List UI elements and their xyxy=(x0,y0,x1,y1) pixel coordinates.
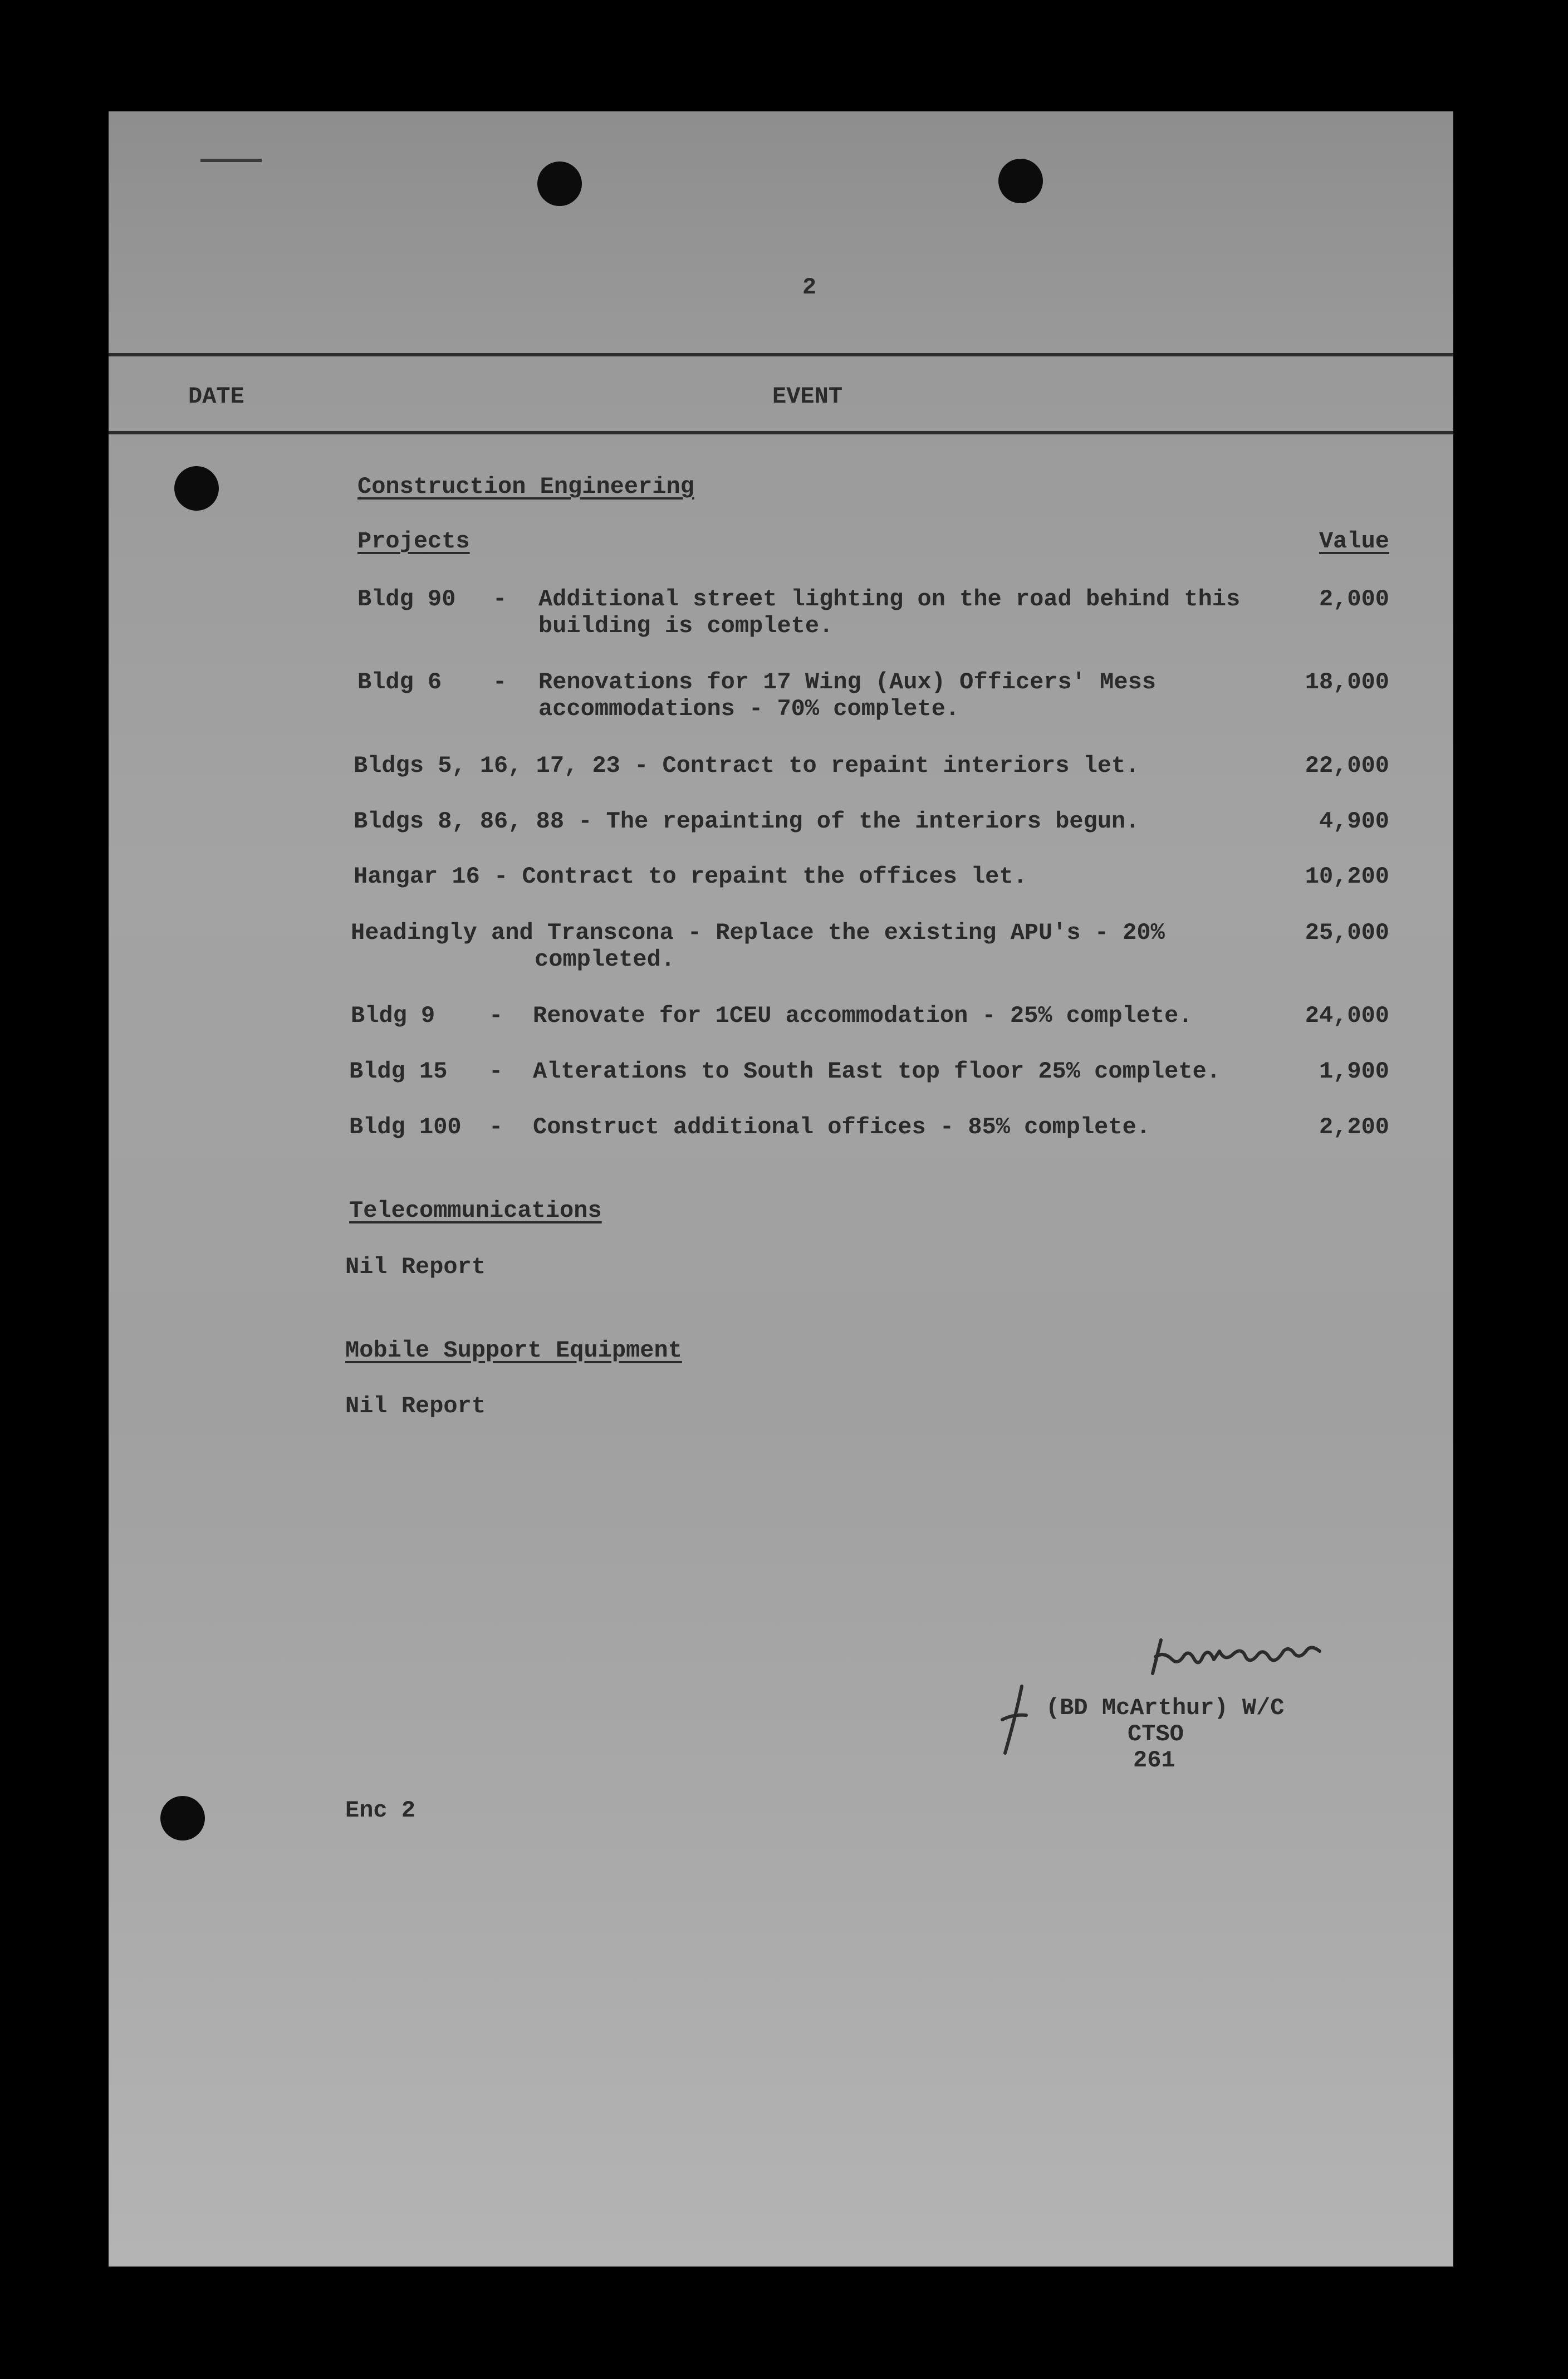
punch-hole-side-bottom xyxy=(160,1796,205,1840)
value-column-label: Value xyxy=(1319,528,1389,555)
project-description: Headingly and Transcona - Replace the existing APU's - 20% xyxy=(351,919,1165,946)
header-rule-bottom xyxy=(109,431,1453,434)
page-number: 2 xyxy=(802,274,817,301)
telecom-report: Nil Report xyxy=(345,1254,486,1280)
project-dash: - xyxy=(489,1114,503,1140)
punch-hole-top-right xyxy=(998,159,1043,203)
project-description: Alterations to South East top floor 25% complete. xyxy=(533,1058,1221,1085)
section-heading-mobile-support: Mobile Support Equipment xyxy=(345,1337,682,1364)
project-value: 24,000 xyxy=(1305,1002,1389,1029)
project-value: 25,000 xyxy=(1305,919,1389,946)
project-building: Bldg 100 xyxy=(349,1114,462,1140)
project-building: Bldg 15 xyxy=(349,1058,448,1085)
project-value: 2,000 xyxy=(1319,586,1389,613)
stray-mark xyxy=(200,159,262,162)
project-dash: - xyxy=(489,1002,503,1029)
project-description-cont: completed. xyxy=(535,946,675,973)
header-event-label: EVENT xyxy=(772,383,843,410)
project-description: Additional street lighting on the road behind this xyxy=(538,586,1241,613)
mobile-report: Nil Report xyxy=(345,1393,486,1419)
project-description: Bldgs 8, 86, 88 - The repainting of the interiors begun. xyxy=(354,808,1140,835)
project-description-cont: building is complete. xyxy=(538,613,834,639)
project-dash: - xyxy=(493,586,507,613)
signatory-name: (BD McArthur) W/C xyxy=(1046,1695,1285,1721)
signatory-number: 261 xyxy=(1133,1747,1175,1774)
handwritten-initial xyxy=(994,1681,1033,1759)
project-description: Construct additional offices - 85% complete. xyxy=(533,1114,1150,1140)
project-description: Renovations for 17 Wing (Aux) Officers' Mess xyxy=(538,669,1156,696)
project-description: Renovate for 1CEU accommodation - 25% complete. xyxy=(533,1002,1193,1029)
header-date-label: DATE xyxy=(188,383,244,410)
project-dash: - xyxy=(493,669,507,696)
section-heading-telecommunications: Telecommunications xyxy=(349,1197,602,1224)
document-page xyxy=(109,111,1453,2267)
project-dash: - xyxy=(489,1058,503,1085)
project-value: 1,900 xyxy=(1319,1058,1389,1085)
project-value: 18,000 xyxy=(1305,669,1389,696)
enclosure-note: Enc 2 xyxy=(345,1797,416,1824)
project-description: Bldgs 5, 16, 17, 23 - Contract to repaint interiors let. xyxy=(354,752,1140,779)
project-building: Bldg 90 xyxy=(357,586,456,613)
project-building: Bldg 6 xyxy=(357,669,442,696)
project-value: 2,200 xyxy=(1319,1114,1389,1140)
section-heading-construction: Construction Engineering xyxy=(357,473,694,500)
header-rule-top xyxy=(109,353,1453,356)
project-building: Bldg 9 xyxy=(351,1002,435,1029)
project-description-cont: accommodations - 70% complete. xyxy=(538,696,960,722)
punch-hole-top-left xyxy=(537,161,582,206)
project-value: 10,200 xyxy=(1305,863,1389,890)
project-description: Hangar 16 - Contract to repaint the offices let. xyxy=(354,863,1027,890)
signatory-title: CTSO xyxy=(1128,1721,1184,1747)
punch-hole-side-top xyxy=(174,466,219,511)
project-value: 4,900 xyxy=(1319,808,1389,835)
project-value: 22,000 xyxy=(1305,752,1389,779)
projects-label: Projects xyxy=(357,528,470,555)
